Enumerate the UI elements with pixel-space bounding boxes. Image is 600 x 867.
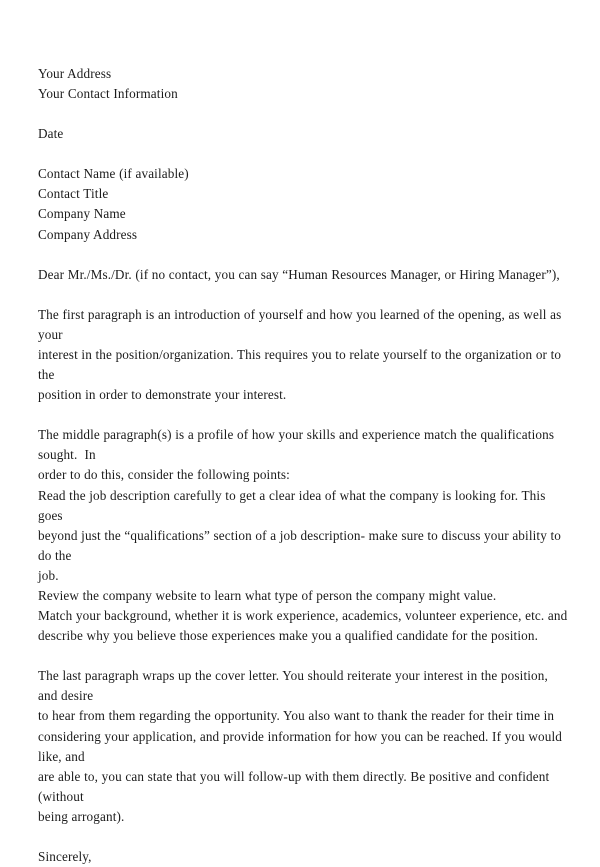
paragraph-one-block bbox=[38, 305, 568, 405]
salutation-line: Dear Mr./Ms./Dr. (if no contact, you can say “Human Resources Manager, or Hiring Manager”), bbox=[38, 266, 560, 282]
paragraph-line: job. bbox=[38, 567, 59, 583]
block-spacer bbox=[38, 285, 568, 305]
closing-block bbox=[38, 847, 568, 867]
recipient-title-line: Contact Title bbox=[38, 186, 109, 202]
paragraph-line: The first paragraph is an introduction of yourself and how you learned of the opening, as well as your bbox=[38, 306, 565, 342]
block-spacer bbox=[38, 405, 568, 425]
paragraph-three-block bbox=[38, 666, 568, 827]
block-spacer bbox=[38, 144, 568, 164]
paragraph-line: position in order to demonstrate your interest. bbox=[38, 387, 287, 403]
date-block bbox=[38, 124, 568, 144]
paragraph-line: interest in the position/organization. This requires you to relate yourself to the organization or to the bbox=[38, 346, 565, 383]
block-spacer bbox=[38, 245, 568, 265]
paragraph-line: being arrogant). bbox=[38, 808, 125, 824]
sender-address-block bbox=[38, 64, 568, 104]
paragraph-line: The middle paragraph(s) is a profile of how your skills and experience match the qualifications sought. In bbox=[38, 427, 558, 463]
cover-letter-body bbox=[38, 64, 568, 867]
paragraph-line: describe why you believe those experiences make you a qualified candidate for the position. bbox=[38, 628, 539, 644]
paragraph-line: The last paragraph wraps up the cover letter. You should reiterate your interest in the position, and desire bbox=[38, 668, 552, 704]
paragraph-line: Read the job description carefully to get a clear idea of what the company is looking for. This goes bbox=[38, 487, 550, 523]
paragraph-line: order to do this, consider the following points: bbox=[38, 467, 290, 483]
paragraph-line: beyond just the “qualifications” section of a job description- make sure to discuss your ability to do the bbox=[38, 527, 565, 563]
block-spacer bbox=[38, 827, 568, 847]
block-spacer bbox=[38, 646, 568, 666]
salutation-block bbox=[38, 265, 568, 285]
recipient-company-address-line: Company Address bbox=[38, 226, 138, 242]
paragraph-two-block bbox=[38, 425, 568, 646]
recipient-company-line: Company Name bbox=[38, 206, 126, 222]
paragraph-line: considering your application, and provide information for how you can be reached. If you would like, and bbox=[38, 728, 566, 764]
sender-contact-line: Your Contact Information bbox=[38, 86, 178, 102]
date-line: Date bbox=[38, 126, 64, 142]
closing-line: Sincerely, bbox=[38, 849, 92, 864]
block-spacer bbox=[38, 104, 568, 124]
paragraph-line: Review the company website to learn what type of person the company might value. bbox=[38, 587, 497, 603]
recipient-address-block bbox=[38, 164, 568, 244]
sender-address-line: Your Address bbox=[38, 66, 112, 81]
paragraph-line: to hear from them regarding the opportunity. You also want to thank the reader for their time in bbox=[38, 708, 555, 724]
recipient-name-line: Contact Name (if available) bbox=[38, 166, 189, 182]
paragraph-line: are able to, you can state that you will follow-up with them directly. Be positive and confident (without bbox=[38, 768, 553, 804]
paragraph-line: Match your background, whether it is work experience, academics, volunteer experience, etc. and bbox=[38, 608, 568, 624]
